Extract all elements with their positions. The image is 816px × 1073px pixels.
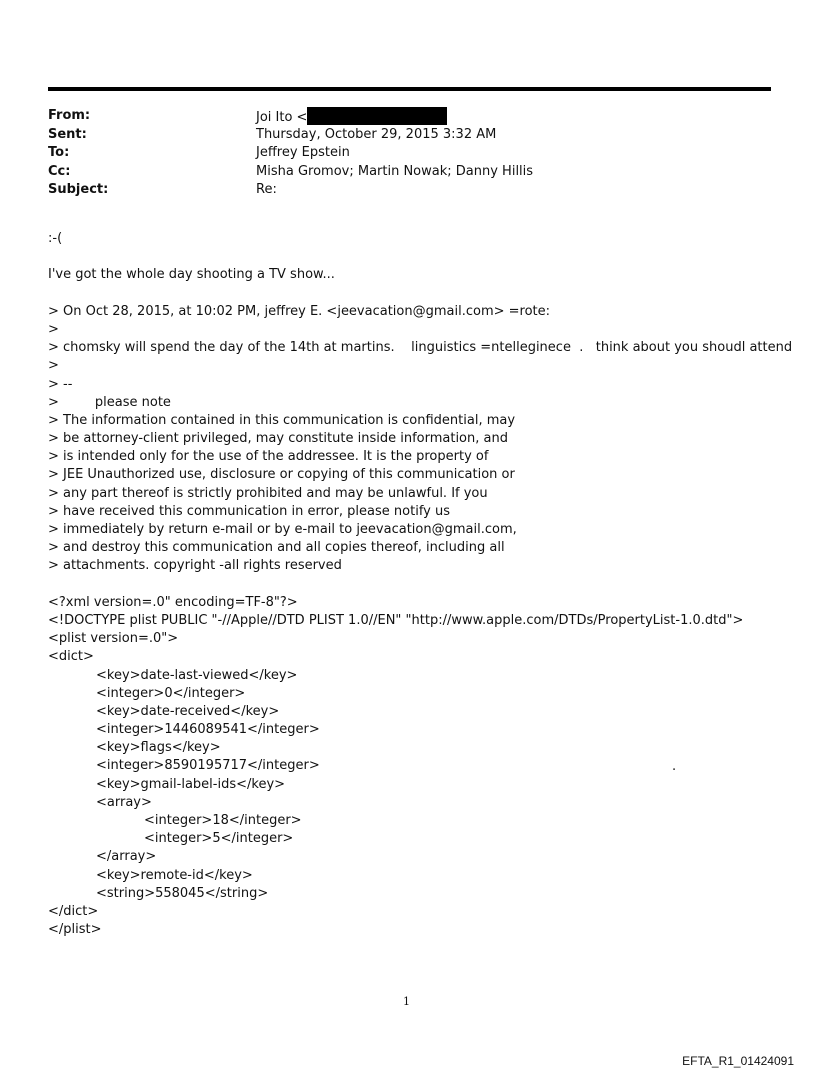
plist-close-tag: </plist> bbox=[48, 922, 102, 938]
plist-key: <key>date-last-viewed</key> bbox=[96, 667, 298, 683]
please-note-line bbox=[48, 394, 788, 412]
quoted-message: > chomsky will spend the day of the 14th at martins. linguistics =ntelleginece . think about you shoudl attend bbox=[48, 340, 793, 356]
quote-blank-line: > bbox=[48, 358, 59, 374]
plist-integer: <integer>18</integer> bbox=[144, 813, 302, 828]
redaction-box bbox=[307, 107, 447, 125]
dict-close-tag: </dict> bbox=[48, 903, 99, 919]
subject-value: Re: bbox=[256, 182, 277, 197]
to-row bbox=[48, 144, 771, 163]
from-name: Joi Ito < bbox=[256, 110, 308, 125]
quote-prefix: > bbox=[48, 394, 59, 410]
array-open-tag: <array> bbox=[96, 794, 152, 810]
email-header bbox=[48, 107, 771, 200]
please-note-text: please note bbox=[94, 394, 171, 410]
disclaimer-line: > is intended only for the use of the addressee. It is the property of bbox=[48, 449, 489, 465]
page-number: 1 bbox=[403, 995, 410, 1008]
to-value: Jeffrey Epstein bbox=[256, 145, 350, 160]
from-row bbox=[48, 107, 771, 126]
subject-label: Subject: bbox=[48, 182, 109, 197]
disclaimer-line: > and destroy this communication and all copies thereof, including all bbox=[48, 540, 505, 556]
disclaimer-line: > The information contained in this communication is confidential, may bbox=[48, 412, 516, 428]
quote-header: > On Oct 28, 2015, at 10:02 PM, jeffrey E. <jeevacation@gmail.com> =rote: bbox=[48, 303, 551, 319]
blank-line bbox=[48, 576, 788, 594]
document-id: EFTA_R1_01424091 bbox=[682, 1054, 794, 1068]
subject-row bbox=[48, 181, 771, 200]
plist-doctype: <!DOCTYPE plist PUBLIC "-//Apple//DTD PLIST 1.0//EN" "http://www.apple.com/DTDs/PropertyList-1.0.dtd"> bbox=[48, 612, 744, 628]
plist-key: <key>remote-id</key> bbox=[96, 867, 253, 883]
plist-key: <key>gmail-label-ids</key> bbox=[96, 776, 286, 792]
sent-label: Sent: bbox=[48, 126, 87, 142]
header-rule bbox=[48, 87, 771, 91]
signature-separator: > -- bbox=[48, 376, 73, 392]
plist-integer: <integer>5</integer> bbox=[144, 831, 294, 847]
plist-integer: <integer>0</integer> bbox=[96, 685, 246, 701]
plist-integer: <integer>1446089541</integer> bbox=[96, 722, 320, 738]
emoticon-line: :-( bbox=[48, 231, 63, 246]
cc-row bbox=[48, 163, 771, 182]
plist-integer: <integer>8590195717</integer> bbox=[96, 758, 320, 774]
disclaimer-line: > be attorney-client privileged, may constitute inside information, and bbox=[48, 431, 508, 447]
plist-string: <string>558045</string> bbox=[96, 885, 269, 901]
plist-key: <key>flags</key> bbox=[96, 740, 221, 756]
to-label: To: bbox=[48, 145, 70, 160]
sent-value: Thursday, October 29, 2015 3:32 AM bbox=[256, 126, 497, 142]
cc-label: Cc: bbox=[48, 163, 71, 179]
disclaimer-line: > JEE Unauthorized use, disclosure or copying of this communication or bbox=[48, 467, 515, 483]
reply-text: I've got the whole day shooting a TV show... bbox=[48, 267, 335, 283]
array-close-tag: </array> bbox=[96, 849, 157, 865]
blank-line bbox=[48, 248, 788, 266]
plist-open-tag: <plist version=.0"> bbox=[48, 631, 179, 647]
dict-open-tag: <dict> bbox=[48, 649, 94, 665]
stray-mark: . bbox=[672, 759, 677, 774]
plist-xml-declaration: <?xml version=.0" encoding=TF-8"?> bbox=[48, 594, 298, 610]
cc-value: Misha Gromov; Martin Nowak; Danny Hillis bbox=[256, 163, 534, 179]
blank-line bbox=[48, 285, 788, 303]
quote-blank-line: > bbox=[48, 321, 59, 337]
disclaimer-line: > attachments. copyright -all rights reserved bbox=[48, 558, 342, 574]
plist-key: <key>date-received</key> bbox=[96, 703, 280, 719]
sent-row bbox=[48, 126, 771, 145]
disclaimer-line: > have received this communication in error, please notify us bbox=[48, 503, 451, 519]
disclaimer-line: > any part thereof is strictly prohibited and may be unlawful. If you bbox=[48, 485, 488, 501]
from-value bbox=[256, 107, 447, 128]
email-body bbox=[48, 230, 793, 939]
disclaimer-line: > immediately by return e-mail or by e-mail to jeevacation@gmail.com, bbox=[48, 522, 517, 537]
from-label: From: bbox=[48, 108, 91, 123]
